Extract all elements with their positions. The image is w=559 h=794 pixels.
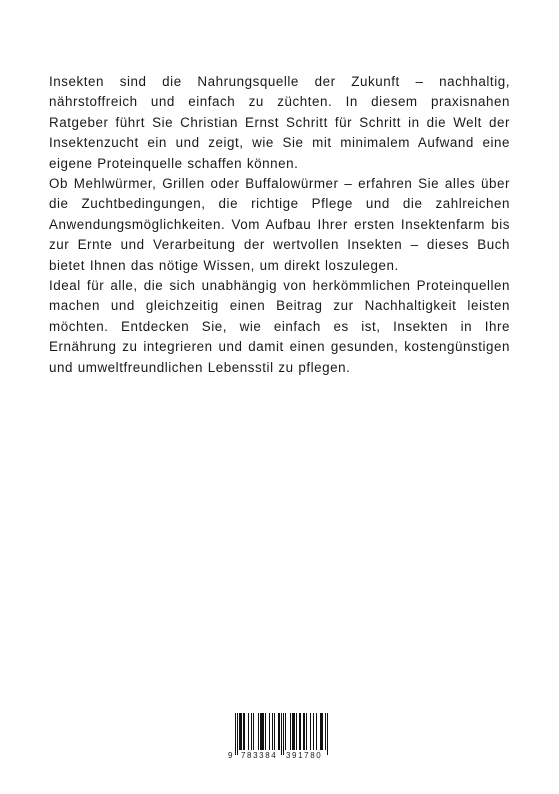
barcode-bar <box>283 713 284 755</box>
barcode-left-digits: 783384 <box>241 751 278 760</box>
isbn-barcode <box>228 713 332 763</box>
barcode-bar <box>265 713 266 750</box>
barcode-bar <box>269 713 270 750</box>
barcode-lead-digit: 9 <box>228 751 233 760</box>
barcode-bar <box>240 713 241 750</box>
barcode-bar <box>274 713 275 750</box>
paragraph-content: Ob Mehlwürmer, Grillen oder Buffalowürmer – erfahren Sie alles über die Zuchtbedingungen, die richtige Pflege und die zahlreichen Anwendungsmöglichkeiten. Vom Aufbau Ihrer ersten Insektenfarm bis zur Ernte und Verarbeitung der wertvollen Insekten – dieses Buch bietet Ihnen das nötige Wissen, um direkt loszulegen. <box>49 176 510 273</box>
barcode-bar <box>293 713 294 750</box>
back-cover-text <box>49 72 510 378</box>
barcode-bar <box>299 713 300 750</box>
barcode-bar <box>278 713 279 750</box>
barcode-bar <box>272 713 273 750</box>
barcode-bar <box>235 713 236 755</box>
barcode-bar <box>327 713 328 755</box>
barcode-number <box>228 750 332 762</box>
barcode-bar <box>244 713 245 750</box>
barcode-bar <box>304 713 305 750</box>
barcode-bar <box>279 713 280 750</box>
barcode-bar <box>251 713 252 750</box>
barcode-bar <box>322 713 323 750</box>
barcode-bar <box>239 713 240 750</box>
barcode-bar <box>261 713 262 750</box>
barcode-bar <box>316 713 317 750</box>
barcode-right-digits: 391780 <box>286 751 323 760</box>
barcode-bar <box>303 713 304 750</box>
barcode-bar <box>258 713 259 750</box>
barcode-bar <box>285 713 286 750</box>
barcode-bar <box>292 713 293 750</box>
barcode-bar <box>253 713 254 750</box>
barcode-bar <box>281 713 282 755</box>
paragraph-audience: Ideal für alle, die sich unabhängig von herkömmlichen Proteinquellen machen und gleichzeitig einen Beitrag zur Nachhaltigkeit leisten möchten. Entdecken Sie, wie einfach es ist, Insekten in Ihre Ernährung zu integrieren und damit einen gesunden, kostengünstigen und umweltfreundlichen Lebensstil zu pflegen. <box>49 278 510 375</box>
barcode-bar <box>310 713 311 750</box>
barcode-bar <box>313 713 314 750</box>
barcode-bar <box>296 713 297 750</box>
barcode-bar <box>306 713 307 750</box>
barcode-bar <box>320 713 321 750</box>
barcode-bar <box>243 713 244 750</box>
barcode-bar <box>300 713 301 750</box>
barcode-bar <box>248 713 249 750</box>
barcode-bar <box>237 713 238 755</box>
barcode-bar <box>290 713 291 750</box>
barcode-bar <box>325 713 326 750</box>
barcode-bar <box>260 713 261 750</box>
barcode-bar <box>321 713 322 750</box>
barcode-bar <box>263 713 264 750</box>
paragraph-intro: Insekten sind die Nahrungsquelle der Zukunft – nachhaltig, nährstoffreich und einfach zu züchten. In diesem praxisnahen Ratgeber führt Sie Christian Ernst Schritt für Schritt in die Welt der Insektenzucht ein und zeigt, wie Sie mit minimalem Aufwand eine eigene Proteinquelle schaffen können. <box>49 74 510 171</box>
barcode-bar <box>294 713 295 750</box>
barcode-bar <box>262 713 263 750</box>
barcode-bar <box>241 713 242 750</box>
